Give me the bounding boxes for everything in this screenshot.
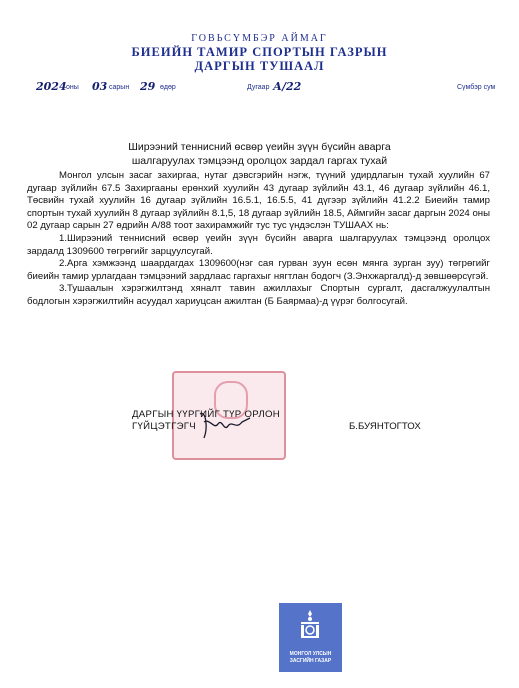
document-body [27, 170, 490, 309]
date-year: 2024 [36, 80, 67, 93]
title-line-2: шалгаруулах тэмцээнд оролцох зардал гаргах тухай [131, 155, 388, 167]
paragraph-item-2: 2.Арга хэмжээнд шаардагдах 1309600(нэг сая гурван зуун есөн мянга зурган зуу) төгрөгийг биеийн тамир урлагдаан тэмцээний зардлаас гаргахыг нягтлан бодогч (З.Энхжаргалд)-д зөвшөөрсүгэй. [27, 258, 490, 282]
date-day: 29 [140, 80, 156, 93]
title-line-1: Ширээний теннисний өсвөр үеийн зүүн бүсийн аварга [128, 141, 391, 153]
handwritten-signature [196, 408, 256, 448]
date-month: 03 [92, 80, 108, 93]
place: Сүмбэр сум [457, 84, 496, 91]
logo-text-line-1: МОНГОЛ УЛСЫН [289, 651, 332, 657]
date-day-suffix: өдөр [160, 84, 176, 91]
signer-name: Б.БУЯНТОГТОХ [349, 421, 421, 432]
order-number: А/22 [273, 80, 302, 93]
logo-text-line-2: ЗАСГИЙН ГАЗАР [289, 658, 332, 664]
date-year-suffix: оны [66, 84, 79, 91]
signer-title-line-1: ДАРГЫН ҮҮРГИЙГ ТҮР ОРЛОН [132, 409, 280, 420]
paragraph-preamble: Монгол улсын засаг захиргаа, нутаг дэвсгэрийн нэгж, түүний удирдлагын тухай хуулийн 67 дугаар зүйлийн 67.5 Захиргааны ерөнхий хуулийн 43 дугаар зүйлийн 43.1, 46 дугаар зүйлийн 46.1, Төсвийн тухай хуулийн 16 дугаар зүйлийн 16.5.1, 16.5.5, 41 дүгээр зүйлийн 41.2.2 Биеийн тамир спортын тухай хуулийн 8 дугаар зүйлийн 8.1,5, 18 дугаар зүйлийн 18.5, Аймгийн засаг даргын 2024 оны 02 дугаар сарын 27 өдрийн А/88 тоот захирамжийг тус тус үндэслэн ТУШААХ нь: [27, 170, 490, 232]
signer-title-line-2: ГҮЙЦЭТГЭГЧ [132, 421, 196, 432]
soyombo-icon [299, 609, 321, 639]
document-type: ДАРГЫН ТУШААЛ [194, 59, 325, 73]
paragraph-item-1: 1.Ширээний теннисний өсвөр үеийн зүүн бүсийн аварга шалгаруулах тэмцээнд оролцох зардалд 1309600 төгрөгийг зарцуулсугай. [27, 232, 490, 257]
paragraph-item-3: 3.Тушаалын хэрэгжилтэнд хяналт тавин ажиллахыг Спортын сургалт, дасгалжуулалтын бодлогын хэрэгжилтийн асуудал хариуцсан ажилтан (Б Баярмаа)-д үүрэг болгосугай. [27, 283, 490, 307]
document-title [0, 140, 519, 168]
number-label: Дугаар [247, 84, 270, 91]
date-month-suffix: сарын [109, 84, 130, 91]
org-name: БИЕИЙН ТАМИР СПОРТЫН ГАЗРЫН [131, 45, 388, 59]
org-region: ГОВЬСҮМБЭР АЙМАГ [191, 33, 328, 44]
date-line [36, 80, 506, 104]
government-logo [279, 603, 342, 672]
